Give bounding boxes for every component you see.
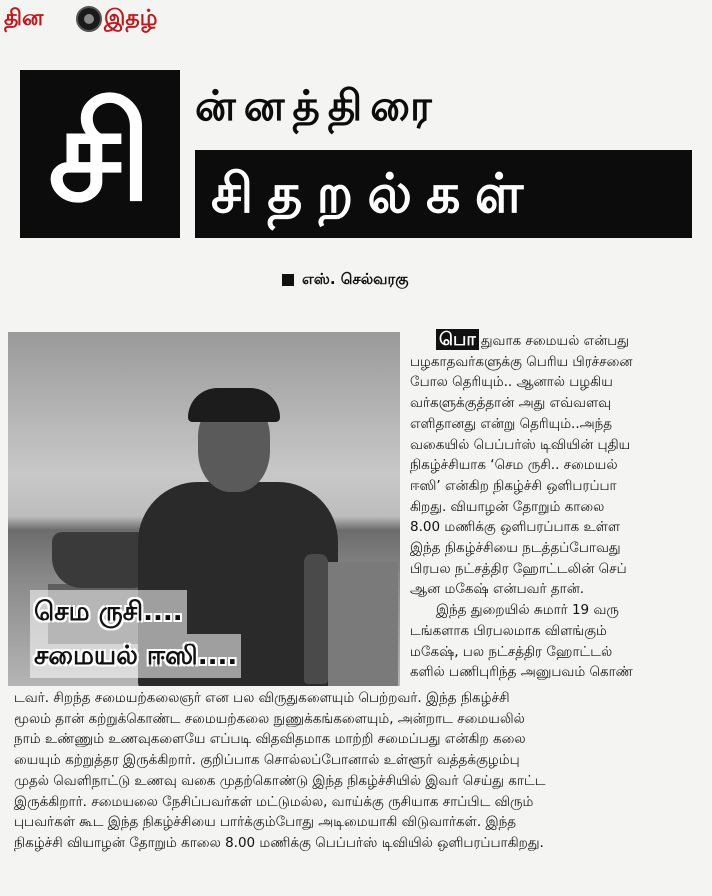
article-line: நிகழ்ச்சி வியாழன் தோறும் காலை 8.00 மணிக்கு பெப்பர்ஸ் டிவியில் ஒளிபரப்பாகிறது. (14, 834, 544, 851)
masthead-title-left: தின (4, 6, 44, 31)
author-name: எஸ். செல்வரகு (302, 270, 409, 288)
masthead-title-right: இதழ் (104, 6, 158, 31)
photo-caption (30, 590, 241, 678)
article-line: இருக்கிறார். சமையலை நேசிப்பவர்கள் மட்டுமல்ல, வாய்க்கு ருசியாக சாப்பிட விரும் (14, 793, 534, 810)
article-line: இந்த நிகழ்ச்சியை நடத்தப்போவது (410, 540, 621, 557)
article-line: டவர். சிறந்த சமையற்கலைஞர் என பல விருதுகளையும் பெற்றவர். இந்த நிகழ்ச்சி (14, 690, 510, 706)
header-row-2: சிதறல்கள் (195, 150, 692, 238)
article-line: நாம் உண்ணும் உணவுகளையே எப்படி விதவிதமாக மாற்றி சமைப்பது என்கிற கலை (14, 731, 526, 748)
chef-bandana (188, 388, 280, 422)
bottle (304, 554, 328, 684)
article-line: களில் பணிபுரிந்த அனுபவம் கொண் (410, 664, 633, 681)
lead-word: பொ (436, 329, 479, 350)
article-line: ஆன மகேஷ் என்பவர் தான். (410, 581, 585, 598)
article-line: கிறது. வியாழன் தோறும் காலை (410, 498, 605, 515)
byline (282, 270, 409, 290)
article-line: வர்களுக்குத்தான் அது எவ்வளவு (410, 395, 612, 412)
article-line: 8.00 மணிக்கு ஒளிபரப்பாக உள்ள (410, 519, 621, 536)
spice-jars (328, 562, 398, 686)
article-line: நிகழ்ச்சியாக ‘செம ருசி.. சமையல் (410, 457, 618, 474)
article-line: பொ துவாக சமையல் என்பது (410, 330, 702, 352)
article-line: இந்த துறையில் சுமார் 19 வரு (436, 602, 619, 619)
header-row-1: ன்னத்திரை (195, 81, 440, 130)
header-big-letter: சி (20, 70, 180, 238)
article-line: மூலம் தான் கற்றுக்கொண்ட சமையற்கலை நுணுக்கங்களையும், அன்றாட சமையலில் (14, 710, 525, 727)
emblem-icon (76, 6, 102, 32)
article-line: யையும் கற்றுத்தர இருக்கிறார். குறிப்பாக சொல்லப்போனால் உள்ளூர் வத்தக்குழம்பு (14, 752, 520, 769)
article-line: மகேஷ், பல நட்சத்திர ஹோட்டல் (410, 643, 613, 660)
caption-line-1: செம ருசி.... (30, 590, 187, 634)
article-line: எளிதானது என்று தெரியும்..அந்த (410, 415, 613, 432)
article-line: பழகாதவர்களுக்கு பெரிய பிரச்சனை (410, 353, 633, 370)
article-line: ஈஸி’ என்கிற நிகழ்ச்சி ஒளிபரப்பா (410, 477, 617, 494)
article-line: போல தெரியும்.. ஆனால் பழகிய (410, 374, 613, 391)
masthead (4, 4, 194, 42)
chef-photo (8, 332, 400, 686)
article-line: டங்களாக பிரபலமாக விளங்கும் (410, 622, 607, 639)
caption-line-2: சமையல் ஈஸி.... (30, 634, 241, 678)
column-header (20, 70, 692, 242)
article-right-column (410, 330, 702, 683)
square-bullet-icon (282, 274, 294, 286)
article-line: முதல் வெளிநாட்டு உணவு வகை முதற்கொண்டு இந்த நிகழ்ச்சியில் இவர் செய்து காட்ட (14, 772, 546, 789)
article-line: புபவர்கள் கூட இந்த நிகழ்ச்சியை பார்க்கும்போது அடிமையாகி விடுவார்கள். இந்த (14, 814, 517, 831)
article-line: பிரபல நட்சத்திர ஹோட்டலின் செப் (410, 560, 627, 577)
article-line: வகையில் பெப்பர்ஸ் டிவியின் புதிய (410, 436, 631, 453)
article-full-width (14, 688, 704, 854)
